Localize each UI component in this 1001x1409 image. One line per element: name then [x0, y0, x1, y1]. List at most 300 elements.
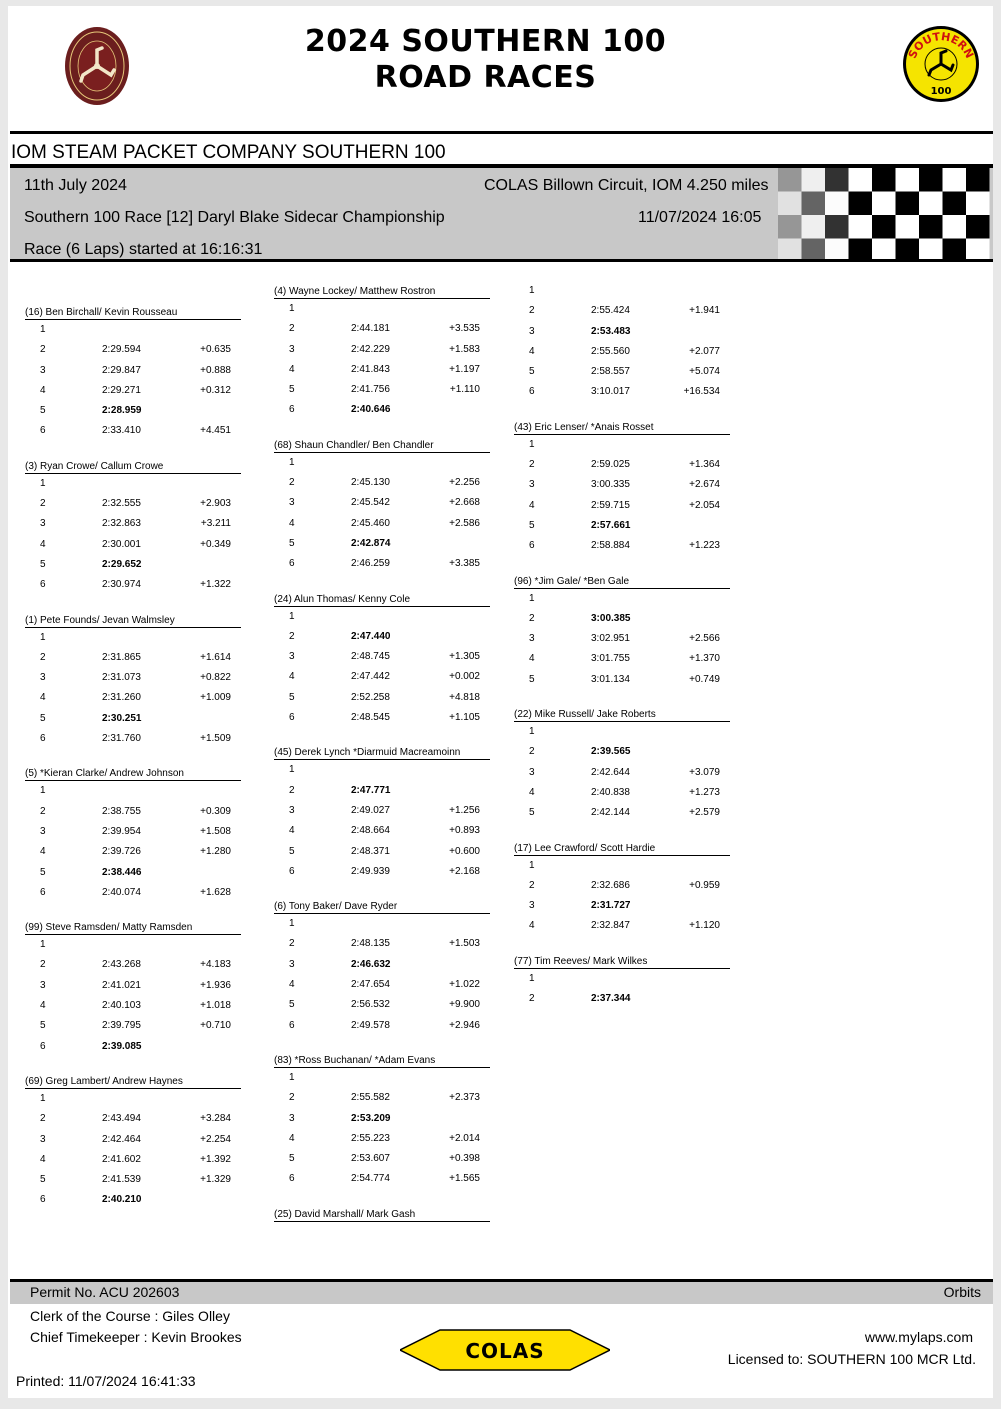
checker-square	[966, 215, 990, 239]
lap-number: 5	[289, 537, 295, 549]
lap-number: 4	[529, 920, 535, 932]
rider-names: (96) *Jim Gale/ *Ben Gale	[514, 571, 730, 589]
lap-number: 5	[529, 807, 535, 819]
lap-row	[514, 896, 730, 916]
lap-row	[25, 1016, 241, 1036]
checker-square	[825, 215, 849, 239]
lap-time: 2:37.344	[591, 993, 631, 1005]
lap-row	[25, 1190, 241, 1210]
lap-row	[25, 863, 241, 883]
lap-time: 2:48.135	[351, 938, 390, 950]
rider-names: (68) Shaun Chandler/ Ben Chandler	[274, 435, 490, 453]
lap-time: 2:31.865	[102, 651, 141, 663]
checker-square	[872, 192, 896, 216]
lap-time: 2:42.874	[351, 537, 391, 549]
checker-square	[943, 215, 967, 239]
rider-names: (22) Mike Russell/ Jake Roberts	[514, 704, 730, 722]
lap-diff: +16.534	[683, 386, 720, 398]
lap-row	[25, 822, 241, 842]
lap-row	[274, 400, 490, 420]
result-entry	[514, 417, 730, 557]
lap-row	[274, 493, 490, 513]
lap-row	[274, 862, 490, 882]
lap-number: 4	[40, 692, 46, 704]
lap-row	[25, 514, 241, 534]
checker-square	[872, 168, 896, 192]
result-entry	[25, 763, 241, 903]
lap-time: 2:55.424	[591, 305, 630, 317]
lap-diff: +3.535	[449, 323, 480, 335]
rider-names: (24) Alun Thomas/ Kenny Cole	[274, 589, 490, 607]
lap-number: 6	[40, 1194, 46, 1206]
lap-number: 6	[40, 733, 46, 745]
lap-row	[274, 534, 490, 554]
lap-number: 6	[289, 865, 295, 877]
checker-square	[778, 215, 802, 239]
checker-square	[802, 215, 826, 239]
lap-number: 1	[40, 939, 46, 951]
lap-time: 2:49.027	[351, 804, 390, 816]
lap-row	[514, 670, 730, 690]
lap-row	[274, 319, 490, 339]
lap-diff: +2.566	[689, 633, 720, 645]
lap-time: 3:02.951	[591, 633, 630, 645]
lap-diff: +0.398	[449, 1153, 480, 1165]
lap-diff: +1.256	[449, 804, 480, 816]
lap-diff: +2.054	[689, 499, 720, 511]
lap-number: 3	[529, 633, 535, 645]
lap-number: 1	[529, 726, 535, 738]
lap-time: 2:55.223	[351, 1132, 390, 1144]
lap-number: 2	[40, 805, 46, 817]
lap-row	[274, 955, 490, 975]
lap-time: 2:41.602	[102, 1153, 141, 1165]
lap-diff: +1.120	[689, 920, 720, 932]
lap-time: 3:01.755	[591, 653, 630, 665]
lap-diff: +0.822	[200, 672, 231, 684]
lap-time: 3:10.017	[591, 386, 630, 398]
lap-row	[514, 516, 730, 536]
lap-number: 3	[40, 518, 46, 530]
lap-row	[274, 995, 490, 1015]
lap-number: 3	[40, 825, 46, 837]
lap-number: 3	[529, 900, 535, 912]
lap-diff: +2.014	[449, 1132, 480, 1144]
result-entry	[25, 610, 241, 750]
lap-time: 2:48.371	[351, 845, 390, 857]
lap-time: 2:38.446	[102, 866, 142, 878]
lap-row	[514, 989, 730, 1009]
lap-diff: +1.273	[689, 786, 720, 798]
lap-row	[514, 783, 730, 803]
lap-time: 2:43.494	[102, 1113, 141, 1125]
lap-number: 2	[289, 477, 295, 489]
result-entry	[274, 1050, 490, 1190]
checker-square	[919, 192, 943, 216]
lap-row	[25, 955, 241, 975]
lap-row	[514, 969, 730, 989]
lap-row	[25, 976, 241, 996]
rider-names: (1) Pete Founds/ Jevan Walmsley	[25, 610, 241, 628]
lap-row	[25, 996, 241, 1016]
lap-row	[274, 1016, 490, 1036]
lap-number: 3	[289, 958, 295, 970]
lap-number: 5	[289, 1153, 295, 1165]
lap-number: 3	[289, 1112, 295, 1124]
lap-row	[25, 648, 241, 668]
checker-square	[943, 192, 967, 216]
lap-row	[25, 668, 241, 688]
checker-square	[849, 215, 873, 239]
lap-number: 6	[289, 712, 295, 724]
lap-diff: +0.888	[200, 364, 231, 376]
lap-row	[514, 362, 730, 382]
lap-number: 4	[289, 517, 295, 529]
lap-time: 2:55.560	[591, 345, 630, 357]
lap-number: 4	[289, 671, 295, 683]
lap-number: 2	[529, 879, 535, 891]
race-name: Southern 100 Race [12] Daryl Blake Sidecar Championship	[24, 209, 445, 226]
lap-diff: +4.183	[200, 959, 231, 971]
lap-number: 5	[289, 691, 295, 703]
lap-time: 2:44.181	[351, 323, 390, 335]
lap-time: 2:42.229	[351, 343, 390, 355]
lap-number: 5	[40, 866, 46, 878]
lap-number: 1	[529, 438, 535, 450]
lap-diff: +2.168	[449, 865, 480, 877]
lap-row	[274, 647, 490, 667]
lap-number: 4	[40, 846, 46, 858]
lap-time: 2:59.025	[591, 459, 630, 471]
lap-diff: +1.503	[449, 938, 480, 950]
checker-square	[778, 239, 802, 263]
lap-time: 2:30.001	[102, 538, 141, 550]
lap-row	[274, 842, 490, 862]
result-entry	[274, 896, 490, 1036]
lap-time: 2:31.073	[102, 672, 141, 684]
lap-time: 2:47.654	[351, 979, 390, 991]
lap-row	[25, 535, 241, 555]
lap-diff: +1.110	[449, 384, 480, 396]
lap-row	[25, 1109, 241, 1129]
rider-names: (4) Wayne Lockey/ Matthew Rostron	[274, 281, 490, 299]
lap-row	[514, 536, 730, 556]
svg-text:SOUTHERN: SOUTHERN	[905, 30, 977, 61]
lap-diff: +9.900	[449, 999, 480, 1011]
lap-diff: +0.710	[200, 1020, 231, 1032]
lap-row	[514, 722, 730, 742]
rider-names: (77) Tim Reeves/ Mark Wilkes	[514, 951, 730, 969]
lap-row	[25, 781, 241, 801]
lap-row	[274, 453, 490, 473]
lap-row	[274, 299, 490, 319]
lap-number: 6	[40, 579, 46, 591]
lap-number: 1	[40, 324, 46, 335]
lap-diff: +3.079	[689, 766, 720, 778]
result-entry	[274, 435, 490, 575]
lap-time: 2:29.652	[102, 558, 142, 570]
lap-time: 2:56.532	[351, 999, 390, 1011]
rider-names: (69) Greg Lambert/ Andrew Haynes	[25, 1071, 241, 1089]
lap-time: 2:41.843	[351, 363, 390, 375]
title-line-2: ROAD RACES	[374, 60, 597, 95]
lap-row	[25, 381, 241, 401]
lap-number: 1	[529, 592, 535, 604]
lap-time: 2:41.539	[102, 1174, 141, 1186]
lap-diff: +1.018	[200, 1000, 231, 1012]
lap-row	[274, 1169, 490, 1189]
lap-row	[274, 554, 490, 574]
checker-square	[872, 215, 896, 239]
mylaps-website: www.mylaps.com	[864, 1329, 973, 1345]
lap-time: 2:53.209	[351, 1112, 391, 1124]
lap-diff: +1.628	[200, 886, 231, 898]
result-entry	[274, 1204, 490, 1222]
lap-number: 1	[289, 303, 295, 314]
printed-timestamp: Printed: 11/07/2024 16:41:33	[16, 1373, 196, 1389]
lap-time: 2:32.863	[102, 518, 141, 530]
lap-time: 2:39.565	[591, 746, 631, 758]
lap-row	[514, 629, 730, 649]
lap-row	[274, 514, 490, 534]
results-column-3	[514, 281, 730, 1023]
lap-row	[25, 1037, 241, 1057]
lap-row	[274, 1088, 490, 1108]
lap-diff: +0.309	[200, 805, 231, 817]
lap-time: 2:47.442	[351, 671, 390, 683]
lap-diff: +0.312	[200, 384, 231, 396]
lap-number: 4	[40, 384, 46, 396]
checker-square	[825, 239, 849, 263]
lap-row	[25, 1130, 241, 1150]
lap-row	[514, 916, 730, 936]
lap-row	[514, 382, 730, 402]
lap-row	[25, 802, 241, 822]
series-name: IOM STEAM PACKET COMPANY SOUTHERN 100	[11, 142, 446, 163]
lap-time: 2:49.578	[351, 1019, 390, 1031]
lap-row	[25, 361, 241, 381]
lap-row	[274, 473, 490, 493]
lap-row	[25, 1089, 241, 1109]
lap-number: 2	[289, 323, 295, 335]
lap-number: 4	[529, 499, 535, 511]
lap-diff: +0.893	[449, 825, 480, 837]
lap-number: 2	[529, 305, 535, 317]
lap-time: 2:42.644	[591, 766, 630, 778]
lap-time: 2:32.555	[102, 498, 141, 510]
lap-time: 2:40.103	[102, 1000, 141, 1012]
lap-time: 2:40.210	[102, 1194, 142, 1206]
lap-number: 1	[40, 1092, 46, 1104]
lap-diff: +4.451	[200, 425, 231, 437]
lap-number: 4	[289, 979, 295, 991]
lap-time: 2:29.271	[102, 384, 141, 396]
lap-number: 1	[40, 785, 46, 797]
lap-row	[274, 688, 490, 708]
lap-diff: +0.749	[689, 673, 720, 685]
lap-time: 2:39.795	[102, 1020, 141, 1032]
lap-time: 3:01.134	[591, 673, 630, 685]
result-entry	[514, 571, 730, 690]
lap-diff: +2.946	[449, 1019, 480, 1031]
result-entry	[25, 302, 241, 442]
checker-square	[802, 239, 826, 263]
lap-row	[514, 609, 730, 629]
chief-timekeeper: Chief Timekeeper : Kevin Brookes	[30, 1329, 242, 1345]
lap-row	[514, 322, 730, 342]
lap-number: 1	[529, 285, 535, 296]
result-entry	[25, 917, 241, 1057]
lap-number: 4	[529, 786, 535, 798]
lap-time: 2:42.144	[591, 807, 630, 819]
lap-diff: +2.256	[449, 477, 480, 489]
lap-time: 2:45.460	[351, 517, 390, 529]
result-entry	[274, 742, 490, 882]
lap-number: 4	[289, 1132, 295, 1144]
lap-diff: +5.074	[689, 366, 720, 378]
lap-time: 2:39.085	[102, 1040, 142, 1052]
lap-row	[514, 589, 730, 609]
lap-number: 6	[40, 886, 46, 898]
checker-square	[849, 239, 873, 263]
lap-diff: +1.105	[449, 712, 480, 724]
lap-number: 2	[289, 630, 295, 642]
lap-time: 2:59.715	[591, 499, 630, 511]
lap-time: 2:58.884	[591, 540, 630, 552]
lap-row	[25, 320, 241, 340]
lap-time: 2:47.771	[351, 784, 391, 796]
lap-number: 6	[529, 540, 535, 552]
lap-number: 5	[289, 384, 295, 396]
race-start: Race (6 Laps) started at 16:16:31	[24, 241, 263, 258]
rider-names: (45) Derek Lynch *Diarmuid Macreamoinn	[274, 742, 490, 760]
checker-square	[896, 192, 920, 216]
lap-number: 6	[289, 404, 295, 416]
lap-row	[25, 935, 241, 955]
lap-time: 2:48.664	[351, 825, 390, 837]
lap-time: 2:52.258	[351, 691, 390, 703]
lap-time: 2:43.268	[102, 959, 141, 971]
orbits-label: Orbits	[943, 1284, 981, 1300]
lap-row	[274, 340, 490, 360]
circuit-info: COLAS Billown Circuit, IOM 4.250 miles	[484, 177, 769, 194]
lap-number: 4	[529, 653, 535, 665]
lap-number: 6	[289, 1019, 295, 1031]
lap-row	[25, 628, 241, 648]
lap-row	[274, 1109, 490, 1129]
checker-square	[825, 168, 849, 192]
lap-row	[274, 1129, 490, 1149]
lap-diff: +0.349	[200, 538, 231, 550]
lap-time: 2:31.727	[591, 900, 631, 912]
lap-row	[274, 708, 490, 728]
lap-time: 2:41.756	[351, 384, 390, 396]
lap-row	[25, 340, 241, 360]
lap-diff: +2.668	[449, 497, 480, 509]
lap-time: 2:47.440	[351, 630, 391, 642]
lap-diff: +2.579	[689, 807, 720, 819]
rider-names: (5) *Kieran Clarke/ Andrew Johnson	[25, 763, 241, 781]
lap-number: 5	[289, 845, 295, 857]
lap-diff: +3.211	[200, 518, 231, 530]
lap-diff: +2.373	[449, 1092, 480, 1104]
lap-number: 2	[40, 651, 46, 663]
checker-square	[872, 239, 896, 263]
lap-number: 5	[40, 1174, 46, 1186]
lap-row	[274, 760, 490, 780]
lap-number: 3	[289, 804, 295, 816]
result-entry	[514, 838, 730, 937]
lap-number: 1	[40, 631, 46, 643]
lap-number: 1	[289, 1071, 295, 1083]
lap-row	[274, 607, 490, 627]
lap-row	[25, 709, 241, 729]
southern-100-logo	[901, 24, 981, 104]
lap-time: 2:42.464	[102, 1133, 141, 1145]
lap-row	[514, 763, 730, 783]
lap-number: 2	[529, 612, 535, 624]
lap-number: 4	[289, 825, 295, 837]
lap-diff: +1.614	[200, 651, 231, 663]
lap-diff: +1.022	[449, 979, 480, 991]
lap-row	[25, 1170, 241, 1190]
lap-row	[274, 801, 490, 821]
checker-square	[919, 168, 943, 192]
lap-time: 2:55.582	[351, 1092, 390, 1104]
title-line-1: 2024 SOUTHERN 100	[304, 24, 667, 59]
lap-row	[274, 934, 490, 954]
lap-row	[514, 435, 730, 455]
rider-names: (25) David Marshall/ Mark Gash	[274, 1204, 490, 1222]
lap-number: 3	[289, 497, 295, 509]
result-entry	[274, 281, 490, 421]
lap-diff: +1.509	[200, 733, 231, 745]
lap-row	[514, 475, 730, 495]
lap-row	[25, 883, 241, 903]
lap-number: 4	[40, 538, 46, 550]
lap-number: 3	[40, 1133, 46, 1145]
rider-names: (43) Eric Lenser/ *Anais Rosset	[514, 417, 730, 435]
result-entry	[274, 589, 490, 729]
lap-diff: +1.009	[200, 692, 231, 704]
lap-time: 2:40.074	[102, 886, 141, 898]
lap-number: 3	[289, 651, 295, 663]
result-entry	[514, 281, 730, 403]
lap-diff: +1.364	[689, 459, 720, 471]
lap-time: 2:46.259	[351, 558, 390, 570]
checker-square	[896, 239, 920, 263]
lap-diff: +1.305	[449, 651, 480, 663]
checker-square	[966, 192, 990, 216]
lap-number: 2	[529, 746, 535, 758]
lap-time: 2:41.021	[102, 979, 141, 991]
lap-number: 1	[289, 764, 295, 776]
lap-number: 4	[40, 1000, 46, 1012]
lap-number: 1	[289, 610, 295, 622]
lap-number: 1	[40, 477, 46, 489]
race-date: 11th July 2024	[24, 177, 127, 194]
lap-diff: +4.818	[449, 691, 480, 703]
checker-square	[778, 192, 802, 216]
lap-row	[514, 301, 730, 321]
lap-number: 5	[40, 558, 46, 570]
lap-time: 2:46.632	[351, 958, 391, 970]
lap-number: 2	[40, 344, 46, 356]
rider-names: (83) *Ross Buchanan/ *Adam Evans	[274, 1050, 490, 1068]
checker-square	[802, 192, 826, 216]
lap-time: 2:39.726	[102, 846, 141, 858]
lap-number: 3	[289, 343, 295, 355]
